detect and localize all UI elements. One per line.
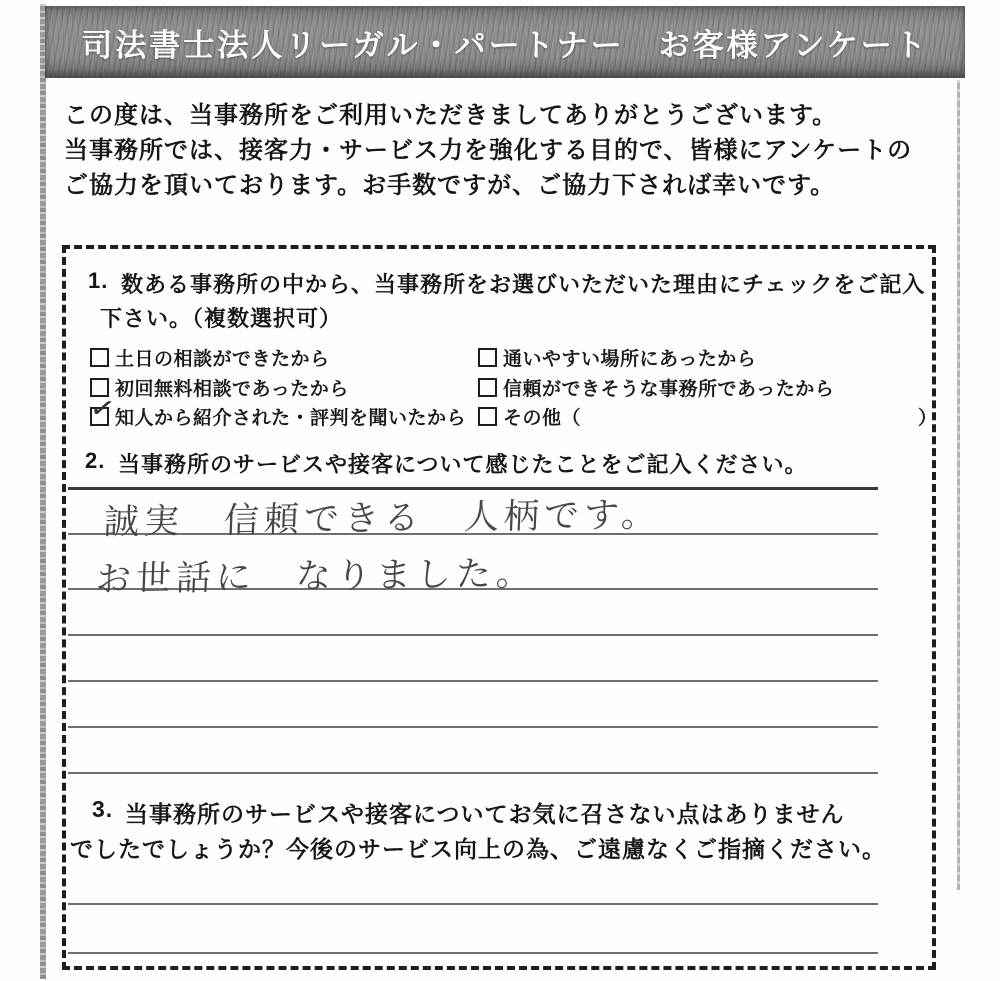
question-1-line1: [88, 268, 925, 299]
question-3-line1: [92, 796, 845, 829]
form-title-banner: [45, 6, 965, 78]
question-1-text: 数ある事務所の中から、当事務所をお選びいただいた理由にチェックをご記入: [121, 272, 926, 297]
checkbox-icon: [478, 407, 497, 426]
intro-line: 当事務所では、接客力・サービス力を強化する目的で、皆様にアンケートの: [64, 137, 913, 164]
question-2-line1: [85, 448, 808, 479]
question-3-number: 3.: [92, 796, 114, 822]
answer-rule-line: [68, 903, 878, 905]
checkbox-icon: [478, 378, 497, 397]
answer-rule-line: [68, 634, 878, 636]
answer-rule-line: [68, 952, 878, 954]
question-1-line2: 下さい。（複数選択可）: [100, 306, 343, 331]
survey-dashed-box: [62, 245, 936, 970]
option-other: [478, 403, 581, 430]
option-free-first-consult: [90, 374, 349, 401]
question-3-text: 当事務所のサービスや接客についてお気に召さない点はありません: [125, 801, 845, 827]
question-2-text: 当事務所のサービスや接客について感じたことをご記入ください。: [118, 452, 808, 477]
option-label: 初回無料相談であったから: [115, 379, 349, 400]
intro-text: [64, 98, 954, 203]
checkbox-icon: [90, 348, 109, 367]
scan-edge-left: [40, 4, 46, 979]
answer-rule-line: [68, 726, 878, 728]
handwritten-checkmark: ✓: [87, 390, 118, 428]
option-label: 土日の相談ができたから: [115, 349, 330, 370]
option-convenient-location: [478, 344, 756, 371]
answer-rule-line: [68, 772, 878, 774]
question-2-number: 2.: [85, 448, 106, 473]
handwritten-answer-line1: 誠実 信頼できる 人柄です。: [103, 495, 662, 542]
scan-edge-right: [957, 80, 960, 890]
option-label: 通いやすい場所にあったから: [503, 349, 757, 370]
question-3-line2: でしたでしょうか？今後のサービス向上の為、ご遠慮なくご指摘ください。: [70, 836, 886, 862]
option-referral-reputation: [87, 390, 467, 430]
intro-line: ご協力を頂いております。お手数ですが、ご協力下されば幸いです。: [64, 172, 836, 199]
option-label: その他（: [503, 408, 582, 429]
checkbox-icon: [478, 348, 497, 367]
question-1-number: 1.: [88, 268, 109, 293]
form-title: 司法書士法人リーガル・パートナー お客様アンケート: [81, 27, 929, 63]
intro-line: この度は、当事務所をご利用いただきましてありがとうございます。: [64, 102, 838, 129]
answer-rule-line: [68, 680, 878, 682]
handwritten-answer-line2: お世話に なりました。: [95, 553, 537, 600]
option-label: 信頼ができそうな事務所であったから: [503, 379, 835, 400]
option-sat-sun-consult: [90, 344, 330, 371]
checkbox-checked-icon: [87, 390, 118, 428]
option-trustworthy-office: [478, 374, 834, 401]
option-label: 知人から紹介された・評判を聞いたから: [115, 408, 467, 429]
option-other-close-paren: ）: [918, 408, 938, 429]
